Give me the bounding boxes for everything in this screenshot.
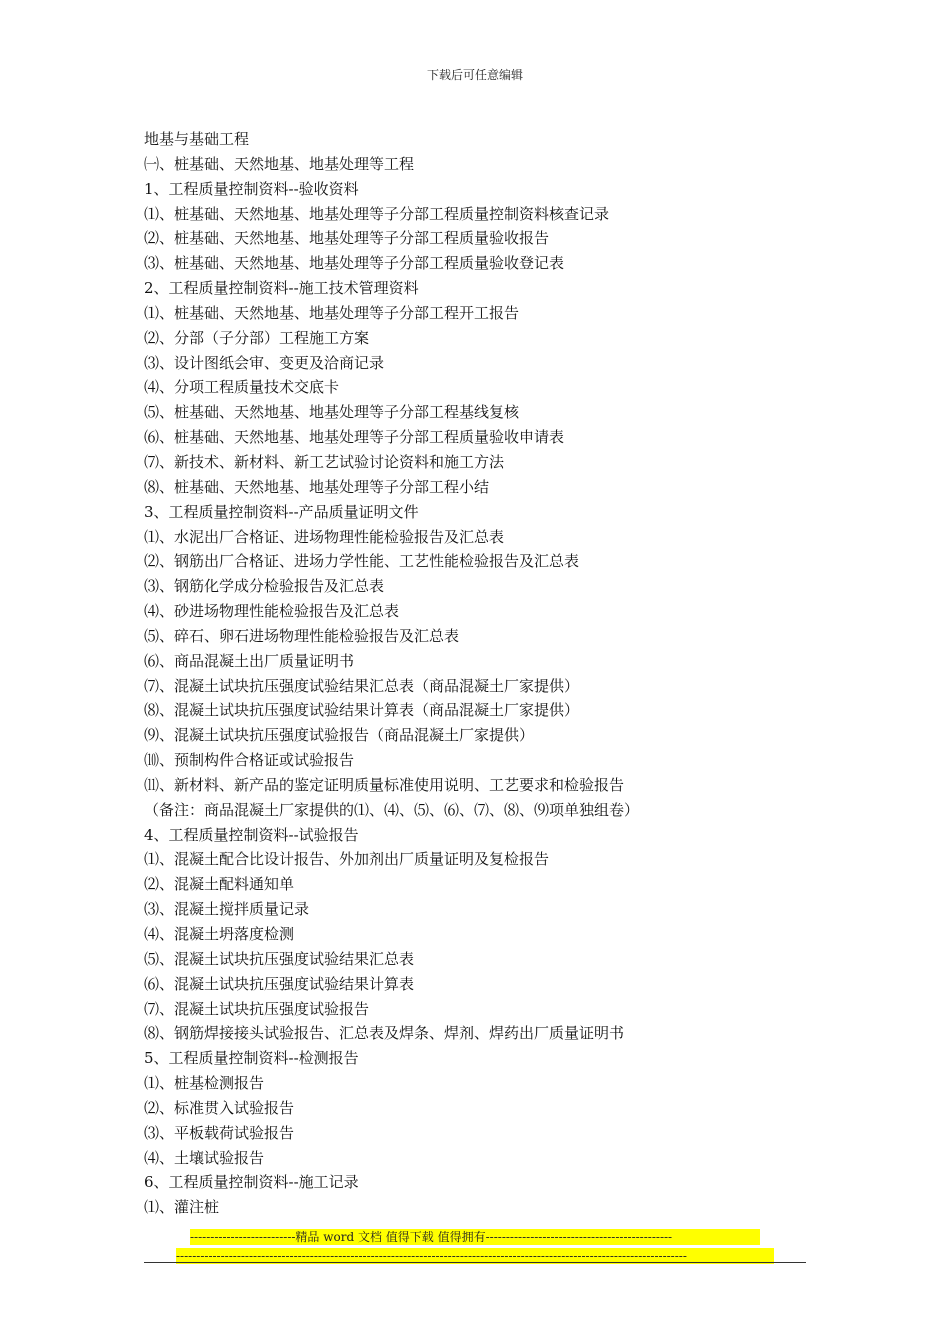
list-item: ⑵、标准贯入试验报告 [144,1098,295,1117]
list-item: ⑴、灌注桩 [144,1198,220,1217]
list-item: ⑷、土壤试验报告 [144,1148,265,1167]
document-title: 地基与基础工程 [144,130,250,148]
list-item: ⑴、水泥出厂合格证、进场物理性能检验报告及汇总表 [144,527,505,546]
list-item: ⑷、分项工程质量技术交底卡 [144,378,340,397]
subsection-heading: 4、工程质量控制资料--试验报告 [144,825,359,844]
list-item: ⑾、新材料、新产品的鉴定证明质量标准使用说明、工艺要求和检验报告 [144,775,625,794]
list-item: ⑴、桩基础、天然地基、地基处理等子分部工程质量控制资料核查记录 [144,204,610,223]
subsection-heading: 2、工程质量控制资料--施工技术管理资料 [144,279,419,298]
list-item: ⑴、桩基检测报告 [144,1074,265,1093]
list-item: ⑴、桩基础、天然地基、地基处理等子分部工程开工报告 [144,303,520,322]
list-item: ⑴、混凝土配合比设计报告、外加剂出厂质量证明及复检报告 [144,850,550,869]
list-item: ⑵、钢筋出厂合格证、进场力学性能、工艺性能检验报告及汇总表 [144,552,580,571]
page-footer [0,1229,950,1264]
list-item: ⑶、设计图纸会审、变更及洽商记录 [144,353,385,372]
list-item: ⑺、混凝土试块抗压强度试验结果汇总表（商品混凝土厂家提供） [144,676,580,695]
page-header: 下载后可任意编辑 [426,68,523,82]
subsection-heading: 6、工程质量控制资料--施工记录 [144,1173,359,1192]
list-item: ⑺、新技术、新材料、新工艺试验讨论资料和施工方法 [144,452,505,471]
list-item: ⑽、预制构件合格证或试验报告 [144,751,355,770]
list-item: ⑸、桩基础、天然地基、地基处理等子分部工程基线复核 [144,403,520,422]
list-item: ⑶、平板载荷试验报告 [144,1123,295,1142]
document-body [144,127,824,1220]
list-item: ⑶、桩基础、天然地基、地基处理等子分部工程质量验收登记表 [144,254,565,273]
subsection-heading: 3、工程质量控制资料--产品质量证明文件 [144,502,419,521]
list-item: ⑹、桩基础、天然地基、地基处理等子分部工程质量验收申请表 [144,428,565,447]
list-item: ⑵、混凝土配料通知单 [144,875,295,894]
note: （备注：商品混凝土厂家提供的⑴、⑷、⑸、⑹、⑺、⑻、⑼项单独组卷） [144,800,640,819]
subsection-heading: 1、工程质量控制资料--验收资料 [144,179,359,198]
list-item: ⑻、钢筋焊接接头试验报告、汇总表及焊条、焊剂、焊药出厂质量证明书 [144,1024,625,1043]
list-item: ⑸、碎石、卵石进场物理性能检验报告及汇总表 [144,626,460,645]
list-item: ⑷、砂进场物理性能检验报告及汇总表 [144,602,400,621]
footer-banner-line: --------------------------精品 word 文档 值得下载 值得拥有---------------------------------------------- [190,1229,760,1245]
list-item: ⑷、混凝土坍落度检测 [144,925,295,943]
subsection-heading: 5、工程质量控制资料--检测报告 [144,1049,359,1068]
list-item: ⑺、混凝土试块抗压强度试验报告 [144,999,370,1018]
list-item: ⑵、分部（子分部）工程施工方案 [144,328,370,347]
list-item: ⑵、桩基础、天然地基、地基处理等子分部工程质量验收报告 [144,229,550,248]
section-heading: ㈠、桩基础、天然地基、地基处理等工程 [144,154,415,173]
list-item: ⑻、桩基础、天然地基、地基处理等子分部工程小结 [144,477,490,496]
footer-divider [144,1262,806,1263]
list-item: ⑶、混凝土搅拌质量记录 [144,900,310,919]
footer-banner-line: ------------------------------------------------------------------------------------------------------------------------------ [176,1248,774,1264]
list-item: ⑸、混凝土试块抗压强度试验结果汇总表 [144,949,415,968]
list-item: ⑹、商品混凝土出厂质量证明书 [144,651,355,670]
list-item: ⑹、混凝土试块抗压强度试验结果计算表 [144,974,415,993]
list-item: ⑼、混凝土试块抗压强度试验报告（商品混凝土厂家提供） [144,726,535,745]
list-item: ⑻、混凝土试块抗压强度试验结果计算表（商品混凝土厂家提供） [144,701,580,720]
list-item: ⑶、钢筋化学成分检验报告及汇总表 [144,577,385,596]
